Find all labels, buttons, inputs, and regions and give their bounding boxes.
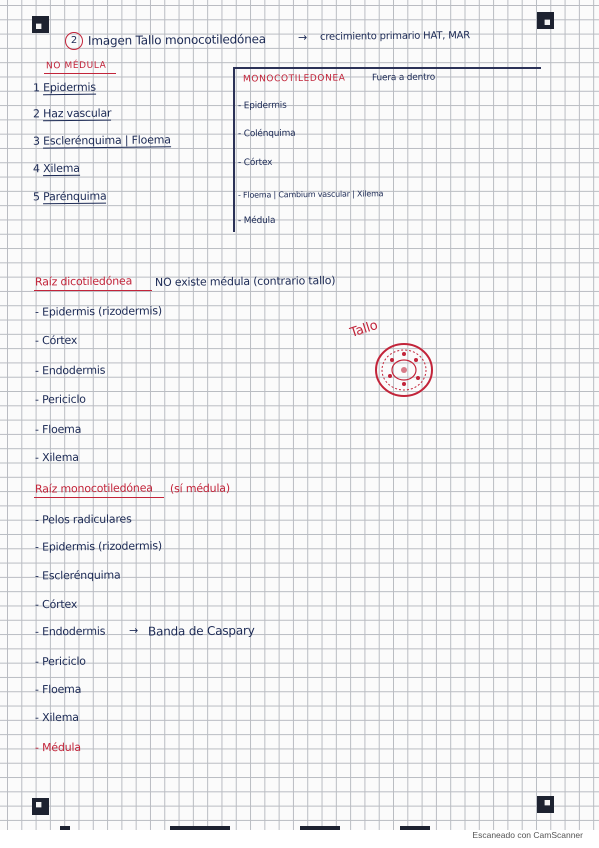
endodermis-arrow-icon: → <box>128 623 139 638</box>
section-number: 2 <box>65 32 83 50</box>
box-subtitle: Fuera a dentro <box>371 72 436 84</box>
tallo-cross-section-stamp-icon <box>372 340 436 400</box>
list-item: 4 Xilema <box>32 161 80 176</box>
box-top-border <box>233 67 541 69</box>
corner-marker-bottom-left-icon <box>32 798 49 815</box>
raiz-dicot-underline <box>34 290 152 291</box>
stamp-label: Tallo <box>348 318 380 341</box>
box-title: MONOCOTILEDONEA <box>242 73 346 85</box>
header-arrow-icon: → <box>297 30 308 45</box>
list-item: - Epidermis (rizodermis) <box>34 304 163 319</box>
list-item: - Endodermis <box>34 363 106 378</box>
scanner-watermark: Escaneado con CamScanner <box>472 830 583 840</box>
box-left-border <box>233 67 235 232</box>
scan-edge-mark <box>60 826 70 830</box>
page-title: Imagen Tallo monocotiledónea <box>87 32 266 48</box>
endodermis-note: Banda de Caspary <box>147 623 255 639</box>
list-item: 1 Epidermis <box>32 80 96 95</box>
raiz-dicot-note: NO existe médula (contrario tallo) <box>154 274 336 289</box>
list-item: 2 Haz vascular <box>32 106 112 121</box>
corner-marker-bottom-right-icon <box>537 796 554 813</box>
list-item: 3 Esclerénquima | Floema <box>32 133 171 148</box>
section-title-raiz-monocot: Raíz monocotiledónea <box>34 481 153 496</box>
header-note: crecimiento primario HAT, MAR <box>319 30 471 43</box>
raiz-monocot-underline <box>34 497 164 498</box>
list-item: - Córtex <box>34 333 78 348</box>
list-item: - Xilema <box>34 710 79 725</box>
list-item: - Floema <box>34 422 82 437</box>
scan-edge-mark <box>400 826 430 830</box>
list-item: - Córtex <box>34 597 78 612</box>
list-item: - Xilema <box>34 450 79 465</box>
no-medula-label: NO MÉDULA <box>45 60 107 72</box>
list-item: - Periciclo <box>34 654 86 669</box>
list-item: - Médula <box>34 740 81 755</box>
list-item: - Floema <box>34 682 82 697</box>
list-item: - Esclerénquima <box>34 568 121 583</box>
list-item: 5 Parénquima <box>32 189 107 204</box>
no-medula-underline <box>44 73 116 74</box>
box-item: - Floema | Cambium vascular | Xilema <box>237 189 384 200</box>
corner-marker-top-left-icon <box>32 16 49 33</box>
corner-marker-top-right-icon <box>537 12 554 29</box>
list-item: - Pelos radiculares <box>34 512 132 527</box>
list-item: - Epidermis (rizodermis) <box>34 539 163 554</box>
box-item: - Médula <box>237 215 276 227</box>
scan-edge-mark <box>170 826 230 830</box>
raiz-monocot-note: (sí médula) <box>169 481 230 496</box>
scan-edge-mark <box>300 826 340 830</box>
list-item: - Endodermis <box>34 624 106 639</box>
box-item: - Colénquima <box>237 128 296 140</box>
section-title-raiz-dicot: Raíz dicotiledónea <box>34 274 133 289</box>
list-item: - Periciclo <box>34 392 86 407</box>
box-item: - Epidermis <box>237 100 287 112</box>
box-item: - Córtex <box>237 157 273 169</box>
